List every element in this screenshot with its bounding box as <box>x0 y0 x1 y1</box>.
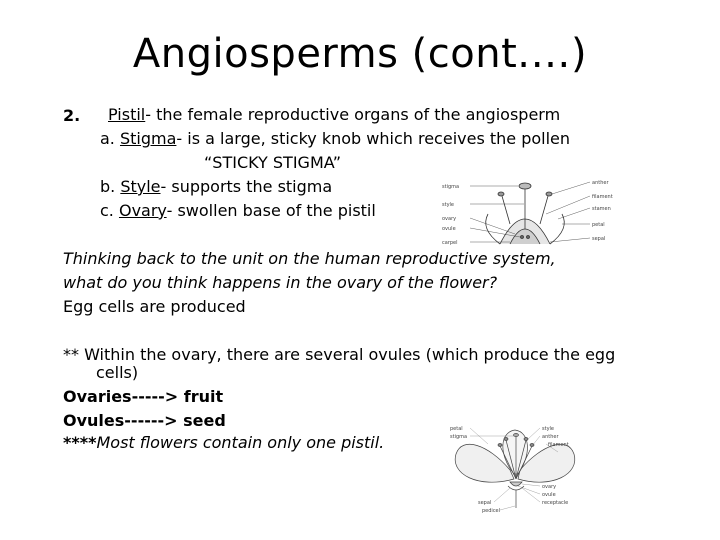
style-term: Style <box>120 177 161 196</box>
diagram1-label-anther: anther <box>592 180 609 186</box>
diagram1-label-ovary: ovary <box>442 216 457 222</box>
answer-text: Egg cells are produced <box>63 297 246 316</box>
ovary-line <box>100 200 376 222</box>
stigma-definition: - is a large, sticky knob which receives the pollen <box>176 129 571 148</box>
stigma-line <box>100 128 570 150</box>
diagram2-label-sepal: sepal <box>478 500 492 506</box>
question-line-2: what do you think happens in the ovary of the flower? <box>63 273 498 292</box>
sticky-stigma-quote: “STICKY STIGMA” <box>204 153 341 172</box>
flower-diagram <box>448 424 582 514</box>
pistil-definition: - the female reproductive organs of the angiosperm <box>145 105 561 124</box>
diagram1-label-stamen: stamen <box>592 206 611 212</box>
ovary-term: Ovary <box>118 201 167 220</box>
footnote-text: Most flowers contain only one pistil. <box>96 433 385 452</box>
diagram1-label-filament: filament <box>592 194 613 200</box>
stigma-term: Stigma <box>119 129 177 148</box>
style-prefix: b. <box>100 177 121 196</box>
ovules-note-line-2: cells) <box>96 363 139 382</box>
diagram1-label-carpel: carpel <box>442 240 458 246</box>
pistil-line <box>108 104 560 126</box>
ovary-definition: - swollen base of the pistil <box>166 201 376 220</box>
diagram2-label-ovule: ovule <box>542 492 556 498</box>
diagram2-label-filament: filament <box>548 442 569 448</box>
stigma-prefix: a. <box>100 129 120 148</box>
diagram1-label-petal: petal <box>592 222 605 228</box>
ovules-note-line-1: ** Within the ovary, there are several ovules (which produce the egg <box>63 345 616 364</box>
slide-title: Angiosperms (cont.…) <box>132 31 588 77</box>
style-line <box>100 176 332 198</box>
ovaries-fruit-line: Ovaries-----> fruit <box>63 387 224 406</box>
diagram2-label-petal: petal <box>450 426 463 432</box>
question-line-1: Thinking back to the unit on the human reproductive system, <box>63 249 556 268</box>
diagram2-label-receptacle: receptacle <box>542 500 569 506</box>
diagram1-label-ovule: ovule <box>442 226 456 232</box>
diagram2-label-pedicel: pedicel <box>482 508 501 514</box>
ovules-seed-line: Ovules------> seed <box>63 411 226 430</box>
item-number: 2. <box>63 106 81 125</box>
style-definition: - supports the stigma <box>160 177 333 196</box>
pistil-term: Pistil <box>108 105 146 124</box>
diagram2-label-style: style <box>542 426 554 432</box>
footnote-line <box>63 432 384 454</box>
diagram2-label-stigma: stigma <box>450 434 468 440</box>
flower-cross-section-diagram <box>440 174 613 254</box>
diagram2-label-ovary: ovary <box>542 484 557 490</box>
ovary-prefix: c. <box>100 201 119 220</box>
footnote-stars: **** <box>63 433 97 452</box>
diagram2-label-anther: anther <box>542 434 559 440</box>
diagram1-label-sepal: sepal <box>592 236 606 242</box>
diagram1-label-stigma: stigma <box>442 184 460 190</box>
diagram1-label-style: style <box>442 202 454 208</box>
